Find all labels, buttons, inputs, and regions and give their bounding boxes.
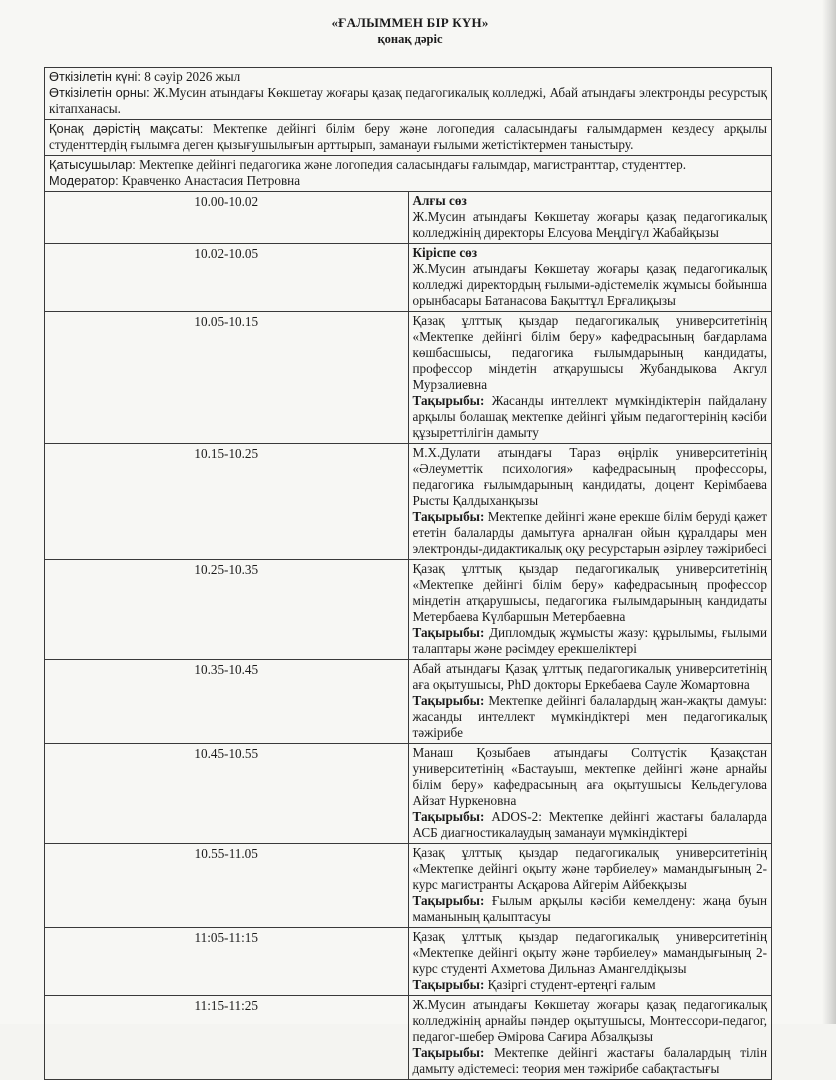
venue-value: Ж.Мусин атындағы Көкшетау жоғары қазақ педагогикалық колледжі, Абай атындағы электронды ресурстық кітапханасы. [49,85,767,116]
schedule-speaker: Ж.Мусин атындағы Көкшетау жоғары қазақ педагогикалық колледжінің арнайы пәндер оқытушысы, Монтессори-педагог, педагог-шебер Әмірова Сағира Абзалқызы [412,997,767,1044]
schedule-row [45,244,772,312]
date-value: 8 сәуір 2026 жыл [144,69,241,84]
schedule-time: 11:05-11:15 [45,928,409,996]
topic-text: Ғылым арқылы кәсіби кемелдену: жаңа буын маманының қалыптасуы [412,893,768,924]
venue-label: Өткізілетін орны: [49,85,150,100]
schedule-speaker: Абай атындағы Қазақ ұлттық педагогикалық университетінің аға оқытушысы, PhD докторы Еркебаева Сауле Жомартовна [412,661,767,692]
topic-label: Тақырыбы: [412,393,485,408]
info-cell [45,68,772,120]
schedule-row [45,560,772,660]
schedule-time: 10.35-10.45 [45,660,409,744]
schedule-topic [413,1045,768,1077]
participants-line [49,157,767,173]
schedule-speaker: М.Х.Дулати атындағы Тараз өңірлік университетінің «Әлеуметтік психология» кафедрасының профессоры, педагогика ғылымдарының кандидаты, доцент Керімбаева Рысты Қалдыханқызы [412,445,767,508]
schedule-time: 10.00-10.02 [45,192,409,244]
topic-label: Тақырыбы: [412,509,485,524]
schedule-topic [413,693,768,741]
schedule-topic [413,977,768,993]
topic-label: Тақырыбы: [412,1045,485,1060]
page-edge-shadow [822,0,836,1024]
date-label: Өткізілетін күні: [49,69,141,84]
schedule-time: 10.55-11.05 [45,844,409,928]
schedule-row [45,660,772,744]
schedule-row [45,312,772,444]
schedule-speaker: Манаш Қозыбаев атындағы Солтүстік Қазақстан университетінің «Бастауыш, мектепке дейінгі және арнайы білім беру» кафедрасының аға оқытушысы Кельдегулова Айзат Нуркеновна [412,745,767,808]
schedule-row [45,844,772,928]
schedule-row [45,928,772,996]
schedule-topic [413,393,768,441]
topic-label: Тақырыбы: [412,693,485,708]
topic-text: Мектепке дейінгі балалардың жан-жақты дамуы: жасанды интеллект мүмкіндіктері мен педагогикалық тәжірибе [412,693,767,740]
participants-label: Қатысушылар: [49,157,136,172]
topic-text: Дипломдық жұмысты жазу: құрылымы, ғылыми талаптары және рәсімдеу ерекшеліктері [412,625,767,656]
topic-label: Тақырыбы: [412,977,485,992]
schedule-speaker: Ж.Мусин атындағы Көкшетау жоғары қазақ педагогикалық колледжі директордың ғылыми-әдістемелік жұмысы бойынша орынбасары Батанасова Бақыттұл Ерғалиқызы [412,261,767,308]
schedule-topic [413,893,768,925]
schedule-content [408,996,772,1080]
date-line [49,69,767,85]
topic-label: Тақырыбы: [412,625,485,640]
topic-label: Тақырыбы: [412,893,485,908]
participants-row [45,156,772,192]
schedule-content [408,244,772,312]
goal-cell [45,120,772,156]
schedule-topic [413,809,768,841]
schedule-row [45,744,772,844]
participants-value: Мектепке дейінгі педагогика және логопедия саласындағы ғалымдар, магистранттар, студенттер. [139,157,687,172]
schedule-content [408,444,772,560]
schedule-content [408,560,772,660]
topic-text: Мектепке дейінгі жастағы балалардың тілін дамыту әдістемесі: теория мен тәжірибе сабақтастығы [412,1045,767,1076]
topic-text: ADOS-2: Мектепке дейінгі жастағы балаларда АСБ диагностикалаудың заманауи мүмкіндіктері [412,809,767,840]
schedule-time: 10.25-10.35 [45,560,409,660]
schedule-content [408,744,772,844]
schedule-topic [413,625,768,657]
moderator-value: Кравченко Анастасия Петровна [121,173,301,188]
schedule-speaker: Қазақ ұлттық қыздар педагогикалық университетінің «Мектепке дейінгі оқыту және тәрбиелеу» мамандығының 2-курс студенті Ахметова Дильназ Амангелдіқызы [412,929,767,976]
participants-cell [45,156,772,192]
schedule-speaker: Қазақ ұлттық қыздар педагогикалық университетінің «Мектепке дейінгі оқыту және тәрбиелеу» мамандығының 2-курс магистранты Асқарова Айгерім Айбекқызы [412,845,767,892]
goal-label: Қонақ дәрістің мақсаты: [49,121,204,136]
schedule-row [45,444,772,560]
schedule-content [408,312,772,444]
schedule-heading: Алғы сөз [412,193,467,208]
schedule-content [408,660,772,744]
goal-value: Мектепке дейінгі білім беру және логопедия саласындағы ғалымдармен кездесу арқылы студенттердің ғылымға деген қызығушылығын арттырып, заманауи ғылыми жетістіктермен таныстыру. [49,121,768,152]
schedule-content [408,192,772,244]
moderator-line [49,173,767,189]
schedule-time: 10.05-10.15 [45,312,409,444]
schedule-row [45,996,772,1080]
schedule-topic [413,509,768,557]
schedule-speaker: Ж.Мусин атындағы Көкшетау жоғары қазақ педагогикалық колледжінің директоры Елсуова Меңдігүл Жабайқызы [412,209,767,240]
topic-text: Қазіргі студент-ертеңгі ғалым [487,977,656,992]
topic-text: Жасанды интеллект мүмкіндіктерін пайдалану арқылы болашақ мектепке дейінгі ұйым педагогтерінің кәсіби құзыреттілігін дамыту [412,393,767,440]
schedule-row [45,192,772,244]
schedule-time: 11:15-11:25 [45,996,409,1080]
venue-line [49,85,767,117]
schedule-time: 10.02-10.05 [45,244,409,312]
schedule-content [408,844,772,928]
topic-text: Мектепке дейінгі және ерекше білім беруді қажет ететін балаларды дамытуға арналған ойын құралдары мен электронды-дидактикалық оқу ресурстарын әзірлеу тәжірибесі [412,509,767,556]
schedule-content [408,928,772,996]
page-subtitle: қонақ дәріс [377,32,443,46]
schedule-heading: Кіріспе сөз [412,245,478,260]
info-row [45,68,772,120]
topic-label: Тақырыбы: [412,809,485,824]
schedule-speaker: Қазақ ұлттық қыздар педагогикалық университетінің «Мектепке дейінгі білім беру» кафедрасының бағдарлама көшбасшысы, педагогика ғылымдарының кандидаты, профессор міндетін атқарушысы Жубандыкова Акгул Мурзалиевна [412,313,767,392]
goal-row [45,120,772,156]
moderator-label: Модератор: [49,173,119,188]
page-title: «ҒАЛЫММЕН БІР КҮН» [331,15,489,30]
schedule-speaker: Қазақ ұлттық қыздар педагогикалық университетінің «Мектепке дейінгі білім беру» кафедрасының профессор міндетін атқарушысы, педагогика ғылымдарының кандидаты Метербаева Күлбаршын Метербаевна [412,561,767,624]
program-table [44,67,772,1080]
schedule-time: 10.45-10.55 [45,744,409,844]
schedule-time: 10.15-10.25 [45,444,409,560]
